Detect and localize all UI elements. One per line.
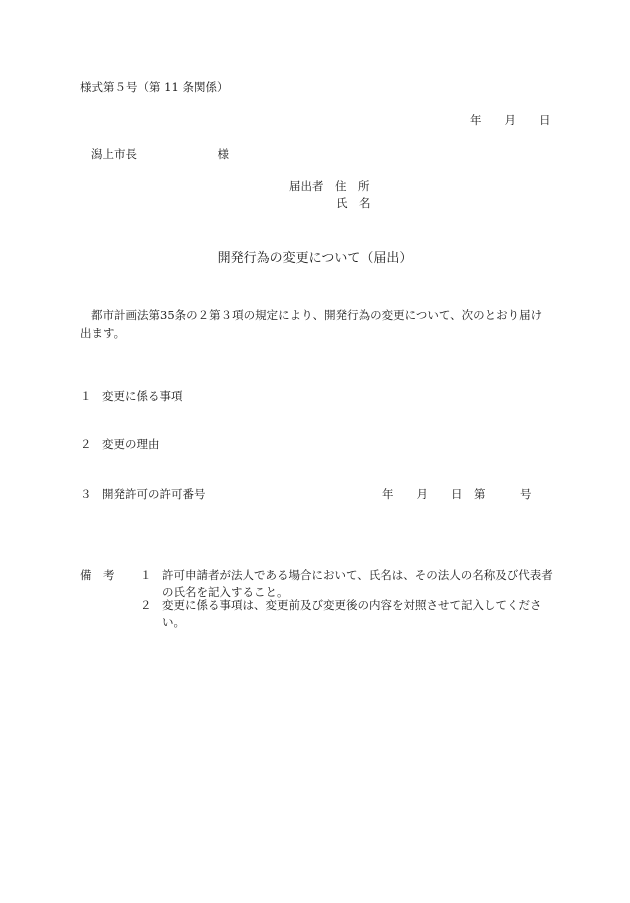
item-label: 変更の理由: [102, 437, 160, 451]
addressee: 潟上市長 様: [91, 147, 229, 161]
item-number: ３: [80, 487, 92, 501]
remarks-note: [140, 597, 560, 632]
date-line: 年 月 日: [470, 113, 551, 127]
note-number: １: [140, 568, 152, 582]
item-label: 開発許可の許可番号: [102, 487, 206, 501]
notifier-name-label: 氏 名: [336, 196, 371, 211]
note-text: 変更に係る事項は、変更前及び変更後の内容を対照させて記入してください。: [162, 598, 542, 630]
permit-date-number: 年 月 日 第 号: [382, 487, 532, 501]
item-change-reason: [80, 436, 160, 453]
item-change-matters: [80, 388, 183, 405]
remarks-label: 備 考: [80, 568, 115, 582]
item-number: １: [80, 389, 92, 403]
body-paragraph: 都市計画法第35条の２第３項の規定により、開発行為の変更について、次のとおり届け出ます。: [80, 308, 543, 341]
document-title: 開発行為の変更について（届出）: [217, 251, 413, 266]
item-permit-number: [80, 486, 532, 503]
note-text: 許可申請者が法人である場合において、氏名は、その法人の名称及び代表者の氏名を記入すること。: [162, 568, 553, 600]
form-number: 様式第５号（第 11 条関係）: [80, 80, 229, 94]
notifier-block: [289, 178, 371, 213]
item-label: 変更に係る事項: [102, 389, 183, 403]
notifier-address-label: 届出者 住 所: [289, 179, 370, 193]
note-number: ２: [140, 598, 152, 612]
item-number: ２: [80, 437, 92, 451]
